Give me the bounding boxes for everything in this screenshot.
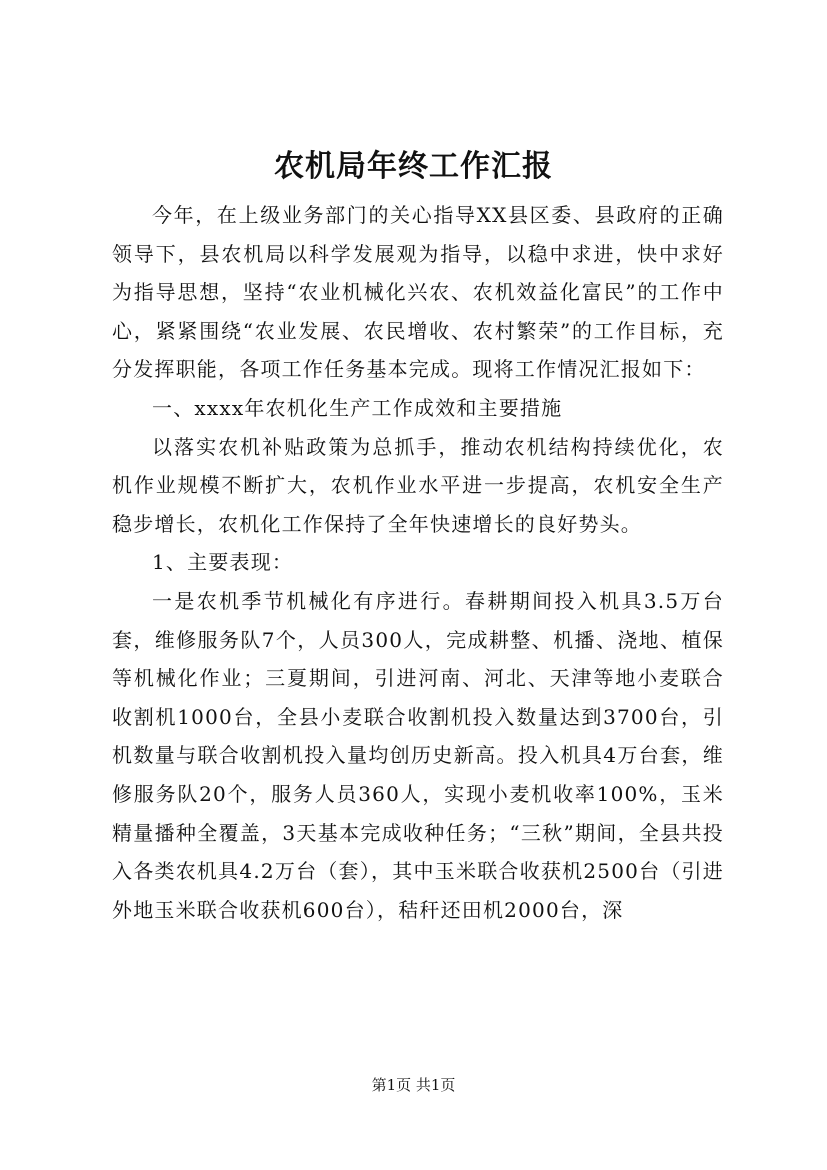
document-title: 农机局年终工作汇报 [274,149,553,184]
paragraph-seasonal-mechanization: 一是农机季节机械化有序进行。春耕期间投入机具3.5万台套，维修服务队7个，人员300人，完成耕整、机播、浇地、植保等机械化作业；三夏期间，引进河南、河北、天津等地小麦联合收割机1000台，全县小麦联合收割机投入数量达到3700台，引机数量与联合收割机投入量均创历史新高。投入机具4万台套，维修服务队20个，服务人员360人，实现小麦机收率100%，玉米精量播种全覆盖，3天基本完成收种任务；“三秋”期间，全县共投入各类农机具4.2万台（套），其中玉米联合收获机2500台（引进外地玉米联合收获机600台），秸秆还田机2000台，深 [112,588,724,922]
section-heading-1: 一、xxxx年农机化生产工作成效和主要措施 [152,395,563,420]
paragraph-summary: 以落实农机补贴政策为总抓手，推动农机结构持续优化，农机作业规模不断扩大，农机作业水平进一步提高，农机安全生产稳步增长，农机化工作保持了全年快速增长的良好势头。 [112,434,724,536]
paragraph-intro: 今年，在上级业务部门的关心指导XX县区委、县政府的正确领导下，县农机局以科学发展观为指导，以稳中求进，快中求好为指导思想，坚持“农业机械化兴农、农机效益化富民”的工作中心，紧紧围绕“农业发展、农民增收、农村繁荣”的工作目标，充分发挥职能，各项工作任务基本完成。现将工作情况汇报如下： [112,203,724,382]
subheading-main-performance: 1、主要表现： [152,550,294,575]
document-body [112,196,724,929]
page-footer: 第1页 共1页 [371,1076,456,1094]
